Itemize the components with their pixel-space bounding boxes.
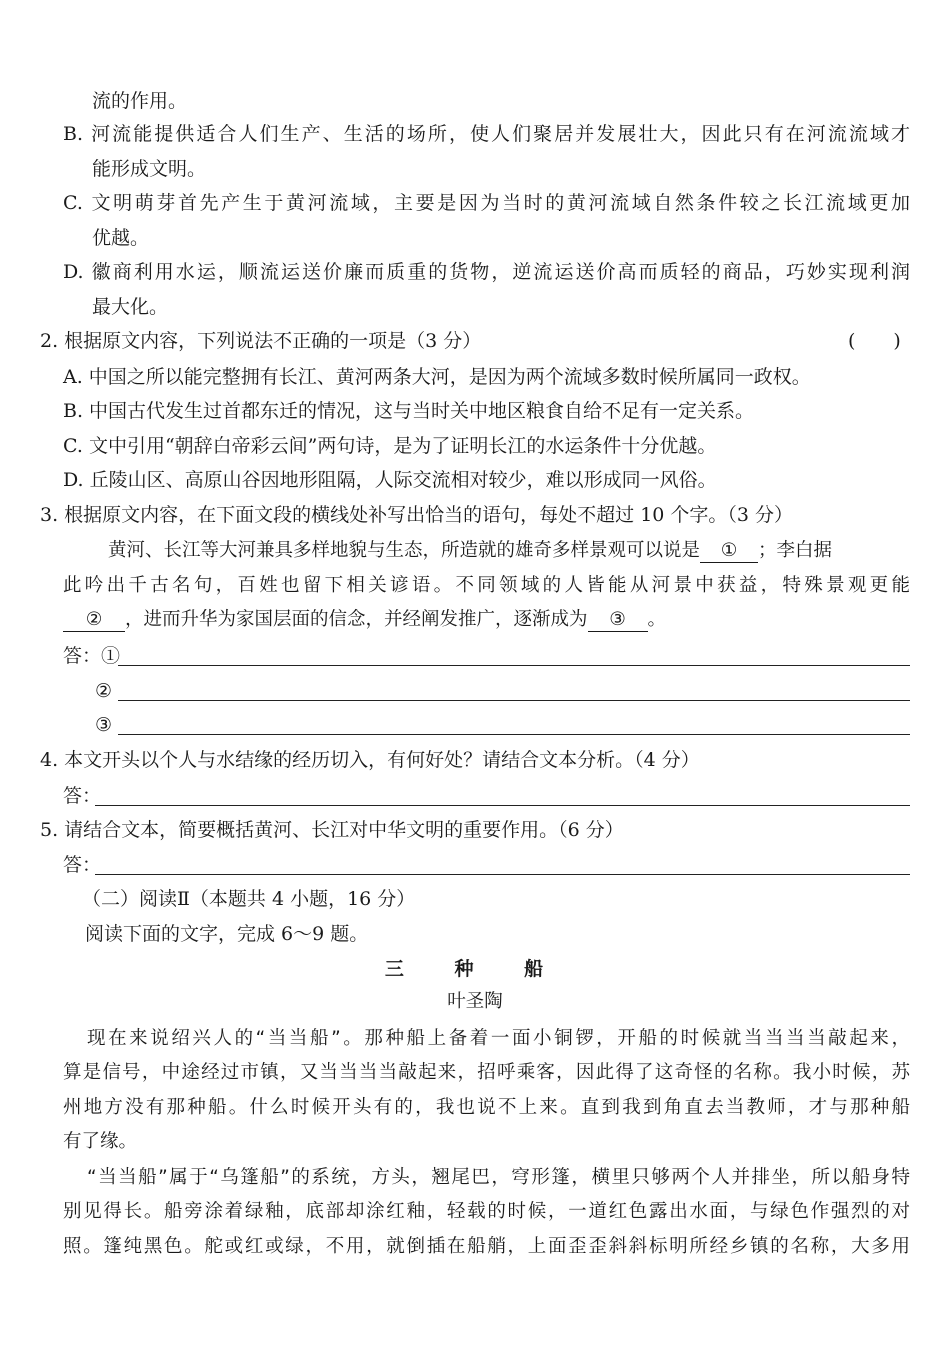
q5-answer-line[interactable] <box>95 874 910 875</box>
q5-answer-label: 答： <box>63 854 102 876</box>
answer-mark-2: ② <box>95 680 113 702</box>
article-title: 三 种 船 <box>384 958 566 980</box>
q3-blank-3: ③ <box>588 609 648 632</box>
q2-stem: 2. 根据原文内容，下列说法不正确的一项是（3 分） <box>40 330 482 352</box>
q4-answer-line[interactable] <box>95 805 910 806</box>
q3-passage-text: ，进而升华为家国层面的信念，并经阐发推广，逐渐成为 <box>125 609 588 630</box>
q2-option-c: C. 文中引用“朝辞白帝彩云间”两句诗，是为了证明长江的水运条件十分优越。 <box>63 435 717 457</box>
answer-mark-1: ① <box>101 645 121 667</box>
q3-blank-1: ① <box>700 540 758 563</box>
answer-mark-3: ③ <box>95 714 113 736</box>
article-line-7: 照。篷纯黑色。舵或红或绿，不用，就倒插在船艄，上面歪歪斜斜标明所经乡镇的名称，大多用 <box>63 1236 910 1257</box>
article-line-3: 州地方没有那种船。什么时候开头有的，我也说不上来。直到我到角直去当教师，才与那种船 <box>63 1097 910 1118</box>
q1-option-b-cont: 能形成文明。 <box>92 158 207 180</box>
article-line-4: 有了缘。 <box>63 1131 138 1152</box>
q2-option-d: D. 丘陵山区、高原山谷因地形阻隔，人际交流相对较少，难以形成同一风俗。 <box>63 469 717 491</box>
q1-option-a-tail: 流的作用。 <box>92 90 188 112</box>
q3-passage-line-3 <box>63 607 666 633</box>
section-2-instruction: 阅读下面的文字，完成 6～9 题。 <box>85 923 369 945</box>
q3-passage-line-2: 此吟出千古名句，百姓也留下相关谚语。不同领域的人皆能从河景中获益，特殊景观更能 <box>63 575 910 596</box>
q2-option-b: B. 中国古代发生过首都东迁的情况，这与当时关中地区粮食自给不足有一定关系。 <box>63 400 755 422</box>
article-author: 叶圣陶 <box>447 991 503 1012</box>
q4-stem: 4. 本文开头以个人与水结缘的经历切入，有何好处？请结合文本分析。（4 分） <box>40 749 700 771</box>
q2-option-a: A. 中国之所以能完整拥有长江、黄河两条大河，是因为两个流域多数时候所属同一政权。 <box>63 366 811 388</box>
article-line-5: “当当船”属于“乌篷船”的系统，方头，翘尾巴，穹形篷，横里只够两个人并排坐，所以船身特 <box>87 1167 910 1188</box>
q3-answer-line-1[interactable] <box>118 665 910 666</box>
section-2-heading: （二）阅读Ⅱ（本题共 4 小题，16 分） <box>82 888 416 910</box>
q1-option-d: D. 徽商利用水运，顺流运送价廉而质重的货物，逆流运送价高而质轻的商品，巧妙实现利润 <box>63 261 910 283</box>
q2-answer-paren[interactable]: ( ) <box>848 330 901 352</box>
q3-blank-2: ② <box>63 609 125 632</box>
q3-passage-line-1 <box>108 538 832 564</box>
q3-stem: 3. 根据原文内容，在下面文段的横线处补写出恰当的语句，每处不超过 10 个字。（3 分） <box>40 504 794 526</box>
q1-option-c: C. 文明萌芽首先产生于黄河流域，主要是因为当时的黄河流域自然条件较之长江流域更加 <box>63 192 910 214</box>
q3-answer-line-2[interactable] <box>118 700 910 701</box>
q3-passage-text: ；李白据 <box>758 540 833 561</box>
article-line-1: 现在来说绍兴人的“当当船”。那种船上备着一面小铜锣，开船的时候就当当当当敲起来， <box>87 1028 910 1049</box>
q3-passage-text: 。 <box>647 609 667 630</box>
q3-answer-label <box>63 643 120 669</box>
q1-option-b: B. 河流能提供适合人们生产、生活的场所，使人们聚居并发展壮大，因此只有在河流流域才 <box>63 123 910 145</box>
q3-answer-line-3[interactable] <box>118 734 910 735</box>
answer-prefix: 答： <box>63 645 102 667</box>
article-line-6: 别见得长。船旁涂着绿釉，底部却涂红釉，轻载的时候，一道红色露出水面，与绿色作强烈的对 <box>63 1201 910 1222</box>
q1-option-d-cont: 最大化。 <box>92 296 169 318</box>
q3-passage-text: 黄河、长江等大河兼具多样地貌与生态，所造就的雄奇多样景观可以说是 <box>108 540 701 561</box>
q5-stem: 5. 请结合文本，简要概括黄河、长江对中华文明的重要作用。（6 分） <box>40 819 624 841</box>
q4-answer-label: 答： <box>63 785 102 807</box>
q1-option-c-cont: 优越。 <box>92 227 150 249</box>
article-line-2: 算是信号，中途经过市镇，又当当当当敲起来，招呼乘客，因此得了这奇怪的名称。我小时候，苏 <box>63 1062 910 1083</box>
